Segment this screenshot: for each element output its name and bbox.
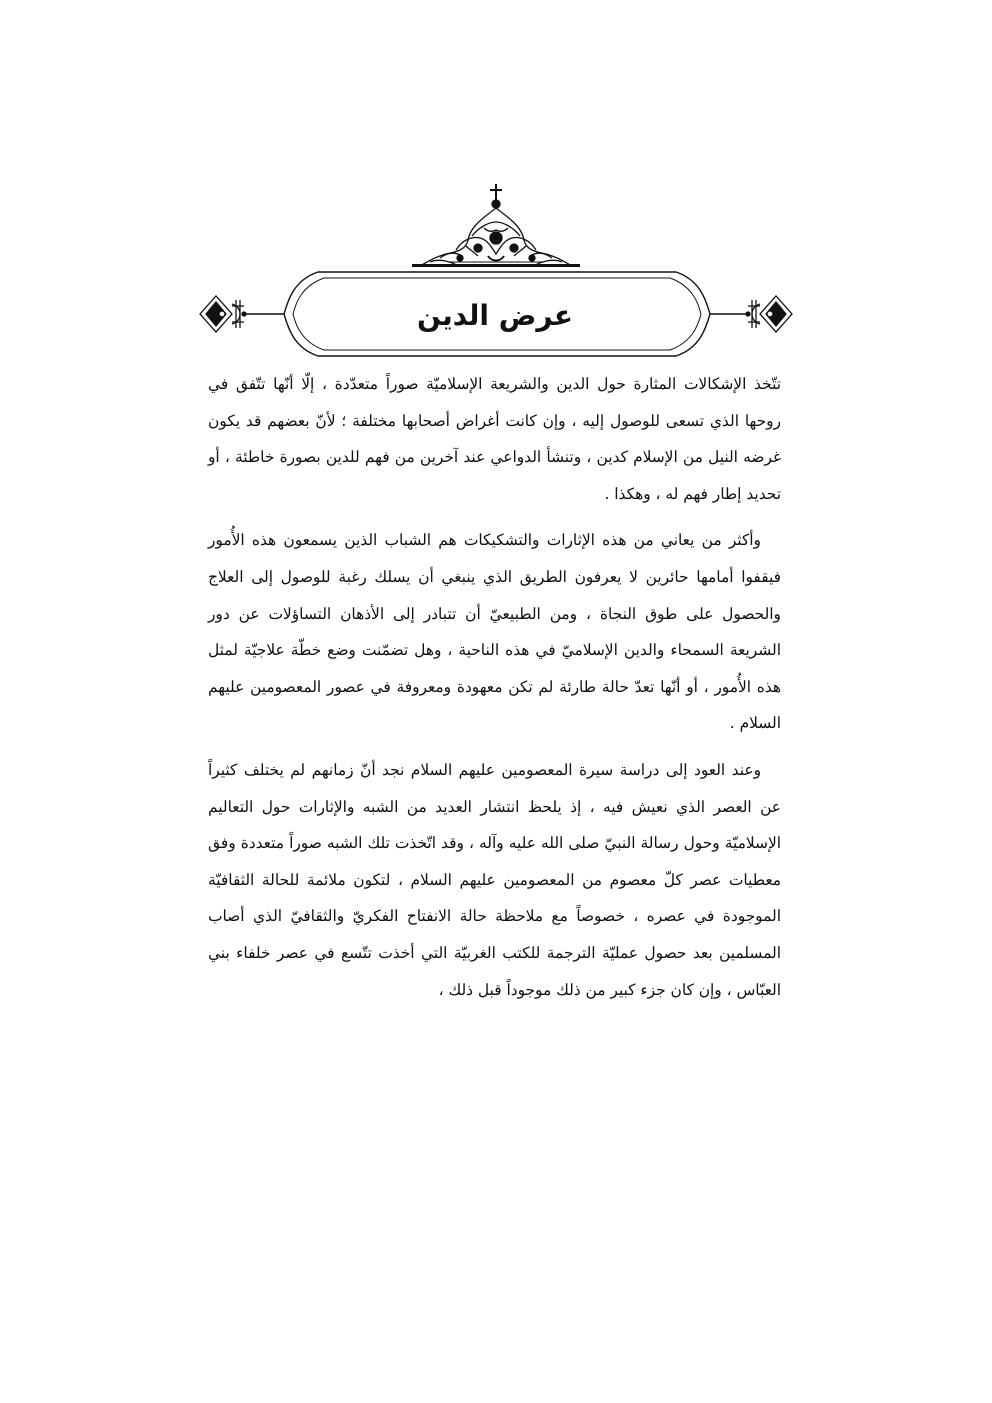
paragraph: وأكثر من يعاني من هذه الإثارات والتشكيكات هم الشباب الذين يسمعون هذه الأُمور فيقفوا أمامها حائرين لا يعرفون الطريق الذي ينبغي أن يسلك رغبة للوصول إلى العلاج والحصول على طوق النجاة ، ومن الطبيعيّ أن تتبادر إلى الأذهان التساؤلات عن دور الشريعة السمحاء والدين الإسلاميّ في هذه الناحية ، وهل تضمّنت وضع خطّة علاجيّة لمثل هذه الأُمور ، أو أنّها تعدّ حالة طارئة لم تكن معهودة ومعروفة في عصور المعصومين عليهم السلام .	[208, 531, 781, 733]
chapter-title: عرض الدين	[417, 299, 573, 332]
crest-base-bar	[412, 264, 580, 267]
paragraph: تتّخذ الإشكالات المثارة حول الدين والشريعة الإسلاميّة صوراً متعدّدة ، إلّا أنّها تتّفق في روحها الذي تسعى للوصول إليه ، وإن كانت أغراض أصحابها مختلفة ؛ لأنّ بعضهم قد يكون غرضه النيل من الإسلام كدين ، وتنشأ الدواعي عند آخرين من فهم للدين بصورة خاطئة ، أو تحديد إطار فهم له ، وهكذا .	[208, 375, 781, 503]
paragraph: وعند العود إلى دراسة سيرة المعصومين عليهم السلام نجد أنّ زمانهم لم يختلف كثيراً عن العصر الذي نعيش فيه ، إذ يلحظ انتشار العديد من الشبه والإثارات حول التعاليم الإسلاميّة وحول رسالة النبيّ صلى الله عليه وآله ، وقد اتّخذت تلك الشبه صوراً متعددة وفق معطيات عصر كلّ معصوم من المعصومين عليهم السلام ، لتكون ملائمة للحالة الثقافيّة الموجودة في عصره ، خصوصاً مع ملاحظة حالة الانفتاح الفكريّ والثقافيّ الذي أصاب المسلمين بعد حصول عمليّة الترجمة للكتب الغربيّة التي أخذت تتّسع في عصر خلفاء بني العبّاس ، وإن كان جزء كبير من ذلك موجوداً قبل ذلك ،	[208, 760, 781, 999]
floral-crest-icon	[420, 184, 572, 266]
left-knot-ornament-icon	[200, 296, 246, 332]
body-text	[208, 366, 781, 1018]
right-knot-ornament-icon	[746, 296, 792, 332]
